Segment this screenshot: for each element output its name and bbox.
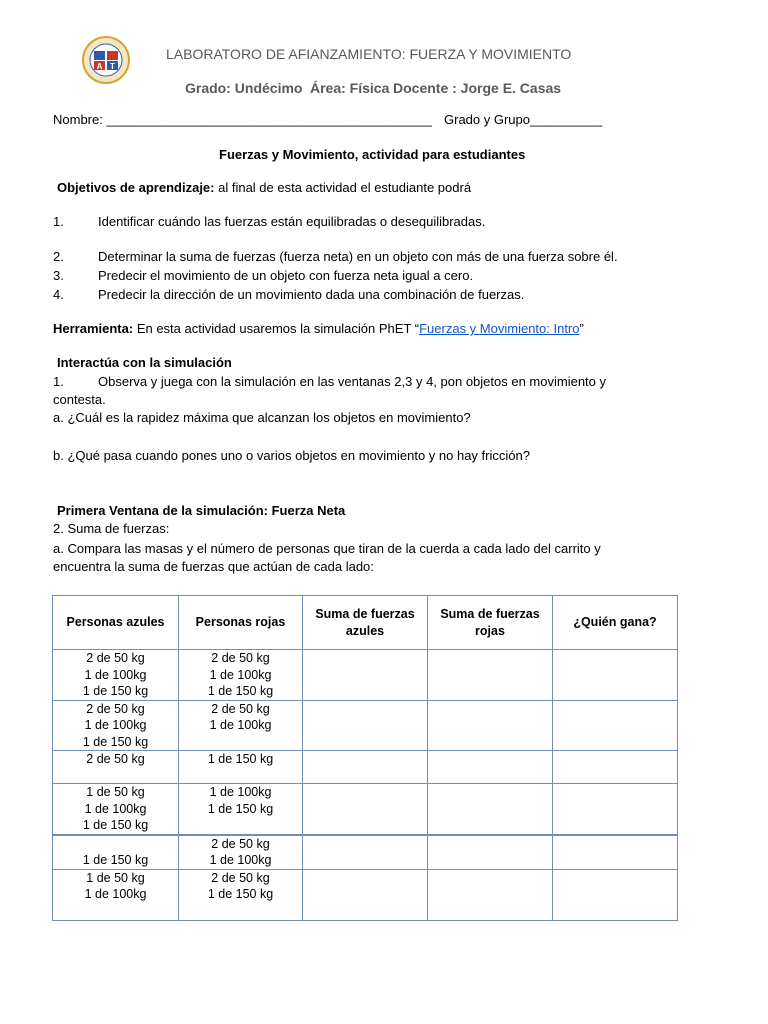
header-blue-sum: Suma de fuerzas azules xyxy=(303,596,428,650)
header-winner: ¿Quién gana? xyxy=(553,596,678,650)
tool-label: Herramienta: xyxy=(53,321,134,336)
page-title: LABORATORO DE AFIANZAMIENTO: FUERZA Y MOVIMIENTO xyxy=(166,46,572,62)
question-1-text: Observa y juega con la simulación en las ventanas 2,3 y 4, pon objetos en movimiento y xyxy=(98,374,607,389)
name-field[interactable]: Nombre: _____________________________________________ xyxy=(53,112,432,127)
blue-people-cell: 1 de 150 kg xyxy=(53,835,179,870)
objective-num: 1. xyxy=(53,214,64,229)
table-row xyxy=(53,784,678,835)
header-red-sum: Suma de fuerzas rojas xyxy=(428,596,553,650)
red-sum-cell[interactable] xyxy=(428,700,553,751)
red-sum-cell[interactable] xyxy=(428,869,553,920)
winner-cell[interactable] xyxy=(553,700,678,751)
red-sum-cell[interactable] xyxy=(428,751,553,784)
blue-sum-cell[interactable] xyxy=(303,835,428,870)
group-field[interactable]: Grado y Grupo__________ xyxy=(444,112,603,127)
table-row xyxy=(53,650,678,701)
blue-people-cell: 2 de 50 kg xyxy=(53,751,179,784)
area-label: Área: Física xyxy=(310,80,390,96)
svg-text:A: A xyxy=(96,62,103,71)
red-people-cell: 2 de 50 kg 1 de 100kg 1 de 150 kg xyxy=(179,650,303,701)
red-people-cell: 2 de 50 kg 1 de 100kg xyxy=(179,835,303,870)
red-people-cell: 2 de 50 kg 1 de 150 kg xyxy=(179,869,303,920)
blue-people-cell: 2 de 50 kg 1 de 100kg 1 de 150 kg xyxy=(53,650,179,701)
objectives-line xyxy=(57,180,471,196)
red-people-cell: 2 de 50 kg 1 de 100kg xyxy=(179,700,303,751)
question-2a-line1: a. Compara las masas y el número de personas que tiran de la cuerda a cada lado del carrito y xyxy=(53,541,601,556)
blue-people-cell: 2 de 50 kg 1 de 100kg 1 de 150 kg xyxy=(53,700,179,751)
objective-num: 4. xyxy=(53,287,64,302)
objective-text: Predecir la dirección de un movimiento dada una combinación de fuerzas. xyxy=(98,287,525,302)
tool-quote-end: ” xyxy=(579,321,584,336)
school-logo xyxy=(82,36,130,84)
tool-line xyxy=(53,321,584,337)
forces-table xyxy=(52,595,678,921)
teacher-label: Docente : Jorge E. Casas xyxy=(393,80,562,96)
activity-subtitle: Fuerzas y Movimiento, actividad para estudiantes xyxy=(219,147,526,162)
winner-cell[interactable] xyxy=(553,650,678,701)
blue-sum-cell[interactable] xyxy=(303,751,428,784)
blue-sum-cell[interactable] xyxy=(303,650,428,701)
objective-text: Predecir el movimiento de un objeto con fuerza neta igual a cero. xyxy=(98,268,474,283)
table-row xyxy=(53,869,678,920)
table-row xyxy=(53,751,678,784)
tool-text: En esta actividad usaremos la simulación PhET “ xyxy=(133,321,420,336)
question-2: 2. Suma de fuerzas: xyxy=(53,521,170,536)
winner-cell[interactable] xyxy=(553,869,678,920)
table-row xyxy=(53,700,678,751)
red-sum-cell[interactable] xyxy=(428,835,553,870)
question-num: 1. xyxy=(53,374,64,389)
red-people-cell: 1 de 100kg 1 de 150 kg xyxy=(179,784,303,835)
table-row xyxy=(53,835,678,870)
question-1-cont: contesta. xyxy=(53,392,106,407)
question-2a-line2: encuentra la suma de fuerzas que actúan de cada lado: xyxy=(53,559,374,574)
blue-sum-cell[interactable] xyxy=(303,700,428,751)
grade-label: Grado: Undécimo xyxy=(185,80,303,96)
header-blue-people: Personas azules xyxy=(53,596,179,650)
table-header-row xyxy=(53,596,678,650)
question-1a: a. ¿Cuál es la rapidez máxima que alcanzan los objetos en movimiento? xyxy=(53,410,471,425)
winner-cell[interactable] xyxy=(553,784,678,835)
objective-text: Determinar la suma de fuerzas (fuerza neta) en un objeto con más de una fuerza sobre él. xyxy=(98,249,618,264)
header-red-people: Personas rojas xyxy=(179,596,303,650)
phet-sim-link[interactable]: Fuerzas y Movimiento: Intro xyxy=(419,321,580,336)
blue-sum-cell[interactable] xyxy=(303,869,428,920)
blue-sum-cell[interactable] xyxy=(303,784,428,835)
objective-num: 3. xyxy=(53,268,64,283)
blue-people-cell: 1 de 50 kg 1 de 100kg 1 de 150 kg xyxy=(53,784,179,835)
objectives-label: Objetivos de aprendizaje: xyxy=(57,180,215,195)
red-sum-cell[interactable] xyxy=(428,784,553,835)
objective-num: 2. xyxy=(53,249,64,264)
winner-cell[interactable] xyxy=(553,835,678,870)
winner-cell[interactable] xyxy=(553,751,678,784)
red-sum-cell[interactable] xyxy=(428,650,553,701)
red-people-cell: 1 de 150 kg xyxy=(179,751,303,784)
blue-people-cell: 1 de 50 kg 1 de 100kg xyxy=(53,869,179,920)
objective-text: Identificar cuándo las fuerzas están equilibradas o desequilibradas. xyxy=(98,214,486,229)
svg-text:T: T xyxy=(110,62,115,71)
objectives-text: al final de esta actividad el estudiante podrá xyxy=(214,180,472,195)
interact-heading: Interactúa con la simulación xyxy=(57,355,232,370)
window1-heading: Primera Ventana de la simulación: Fuerza Neta xyxy=(57,503,346,518)
question-1b: b. ¿Qué pasa cuando pones uno o varios objetos en movimiento y no hay fricción? xyxy=(53,448,530,463)
